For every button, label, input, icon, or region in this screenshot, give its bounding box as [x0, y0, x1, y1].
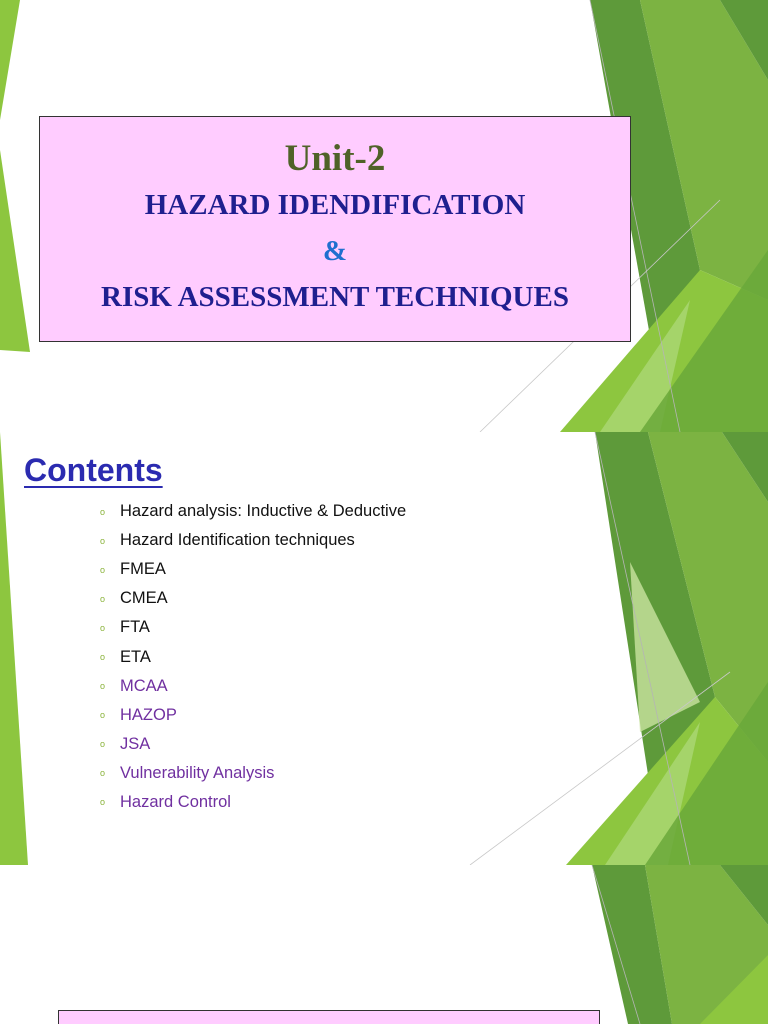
- title-box: [58, 1010, 600, 1024]
- list-item-label: Hazard Control: [120, 792, 231, 811]
- title-line-risk: RISK ASSESSMENT TECHNIQUES: [101, 281, 569, 313]
- list-item-label: JSA: [120, 734, 151, 753]
- list-item: [100, 555, 406, 584]
- bullet-icon: o: [100, 564, 106, 575]
- green-shapes-decoration: [0, 865, 768, 1024]
- bullet-icon: o: [100, 593, 106, 604]
- list-item-label: HAZOP: [120, 705, 177, 724]
- list-item: [100, 730, 406, 759]
- title-line-hazard: HAZARD IDENDIFICATION: [144, 189, 526, 221]
- title-ampersand: &: [322, 235, 348, 267]
- bullet-icon: o: [100, 739, 106, 750]
- list-item: [100, 497, 406, 526]
- list-item: [100, 526, 406, 555]
- list-item-label: FMEA: [120, 560, 166, 579]
- list-item-label: MCAA: [120, 676, 168, 695]
- list-item-label: Hazard analysis: Inductive & Deductive: [120, 502, 407, 521]
- list-item: [100, 672, 406, 701]
- bullet-icon: o: [100, 535, 106, 546]
- list-item-label: Hazard Identification techniques: [120, 531, 355, 550]
- list-item: [100, 613, 406, 642]
- bullet-icon: o: [100, 652, 106, 663]
- list-item: [100, 701, 406, 730]
- list-item: [100, 642, 406, 671]
- title-box: [39, 116, 631, 342]
- bullet-icon: o: [100, 710, 106, 721]
- bullet-icon: o: [100, 506, 106, 517]
- slide-contents: [0, 432, 768, 865]
- unit-label: Unit-2: [284, 138, 386, 179]
- list-item-label: ETA: [120, 647, 151, 666]
- list-item-label: FTA: [120, 618, 150, 637]
- list-item: [100, 788, 406, 817]
- list-item-label: Vulnerability Analysis: [120, 763, 275, 782]
- slide-partial: [0, 865, 768, 1024]
- bullet-icon: o: [100, 622, 106, 633]
- contents-list: [100, 497, 406, 817]
- bullet-icon: o: [100, 797, 106, 808]
- bullet-icon: o: [100, 768, 106, 779]
- contents-heading: Contents: [24, 452, 163, 488]
- list-item-label: CMEA: [120, 589, 168, 608]
- bullet-icon: o: [100, 681, 106, 692]
- list-item: [100, 584, 406, 613]
- list-item: [100, 759, 406, 788]
- slide-title: [0, 0, 768, 432]
